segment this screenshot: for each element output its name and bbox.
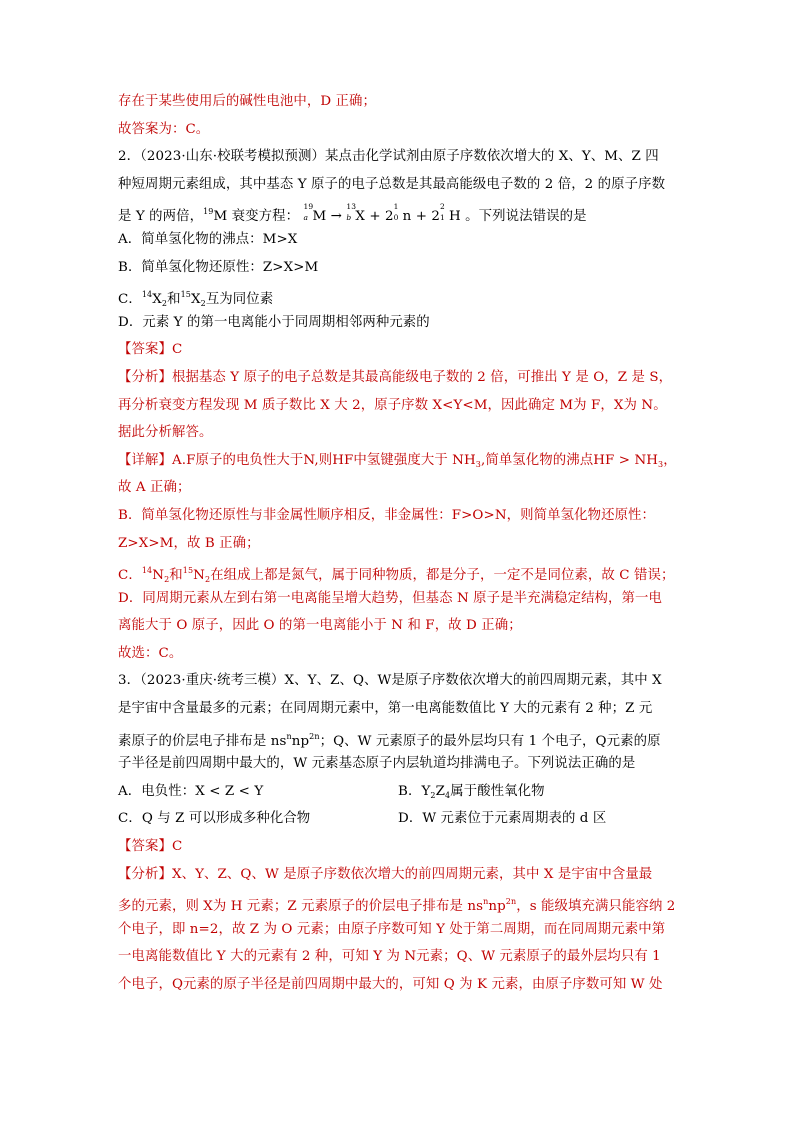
superscript: 2n: [505, 897, 517, 907]
q2-text: 是 Y 的两倍，: [118, 209, 204, 225]
q2-analysis: 据此分析解答。: [118, 425, 213, 441]
superscript: n: [483, 897, 489, 907]
nuclide-n-index: 1 0: [393, 202, 399, 223]
mass-number: 15: [180, 290, 191, 300]
q3-options-row: [118, 778, 683, 806]
q3-stem-line: 是宇宙中含量最多的元素；在同周期元素中，第一电离能数值比 Y 大的元素有 2 种；Z 元: [118, 701, 653, 717]
subscript: 2: [164, 575, 170, 585]
q3-text: 素原子的价层电子排布是 ns: [118, 733, 287, 749]
q2-option-b: B．简单氢化物还原性：Z>X>M: [118, 259, 319, 275]
subscript: 3: [658, 459, 664, 469]
q2-detail: [118, 447, 683, 475]
symbol-m: M: [312, 209, 327, 225]
subscript: 2: [204, 575, 211, 585]
q2-stem-line: 种短周期元素组成，其中基态 Y 原子的电子总数是其最高能级电子数的 2 倍，2 的原子序数: [118, 176, 666, 192]
mass-number: 14: [141, 566, 153, 576]
q3-stem-line: 子半径是前四周期中最大的，W 元素基态原子内层轨道均排满电子。下列说法正确的是: [118, 756, 636, 772]
subscript: 2: [161, 299, 168, 309]
q2-stem-equation-line: [118, 198, 683, 226]
analysis-text: ，s 能级填充满只能容纳 2: [516, 899, 676, 915]
superscript: n: [286, 731, 292, 741]
q2-detail: Z>X>M，故 B 正确；: [118, 535, 260, 551]
q2-text: M 衰变方程：: [213, 209, 300, 225]
q3-stem-line: 3．（2023·重庆·统考三模）X、Y、Z、Q、W是原子序数依次增大的前四周期元素，其中 X: [118, 673, 662, 689]
analysis-text: 多的元素，则 X为 H 元素；Z 元素原子的价层电子排布是 ns: [118, 899, 484, 915]
symbol-n: N: [193, 568, 205, 584]
detail-text: ,简单氢化物的沸点HF > NH: [480, 452, 659, 468]
q2-option-c: [118, 281, 683, 309]
q3-option-b: [398, 778, 545, 806]
arrow: →: [330, 209, 342, 225]
q2-detail: D．同周期元素从左到右第一电离能呈增大趋势，但基态 N 原子是半充满稳定结构，第一电: [118, 590, 663, 606]
q3-option-d: D．W 元素位于元素周期表的 d 区: [398, 811, 607, 827]
detail-text: 在组成上都是氮气，属于同种物质，都是分子，一定不是同位素，故 C 错误；: [210, 568, 675, 584]
q3-stem-line: [118, 723, 683, 751]
q3-answer: 【答案】C: [118, 839, 183, 855]
q3-option-a: A．电负性：X < Z < Y: [118, 783, 264, 799]
subscript: 3: [475, 459, 481, 469]
nuclide-h-index: 2 1: [440, 202, 445, 223]
q3-text: ；Q、W 元素原子的最外层均只有 1 个电子，Q元素的原: [319, 733, 661, 749]
nuclide-m-index: 19 a: [303, 202, 314, 223]
symbol-n: N: [152, 568, 165, 584]
q3-option-c: C．Q 与 Z 可以形成多种化合物: [118, 811, 311, 827]
option-text: 属于酸性氧化物: [450, 783, 545, 799]
q2-detail: 故 A 正确；: [118, 480, 191, 496]
q2-detail: B．简单氢化物还原性与非金属性顺序相反，非金属性：F>O>N，则简单氢化物还原性：: [118, 507, 656, 523]
nuclide-x-index: 13 b: [346, 202, 357, 223]
detail-text: ，: [663, 452, 677, 468]
q3-options-row: [118, 805, 683, 833]
detail-text: C．: [118, 568, 142, 584]
option-text: 互为同位素: [205, 292, 274, 308]
prev-answer-line: 故答案为：C。: [118, 121, 210, 137]
q3-analysis: 【分析】X、Y、Z、Q、W 是原子序数依次增大的前四周期元素，其中 X 是宇宙中含量最: [118, 866, 653, 882]
q2-detail: 离能大于 O 原子，因此 O 的第一电离能小于 N 和 F，故 D 正确；: [118, 618, 522, 634]
symbol-x: X: [355, 209, 365, 225]
q2-analysis: 【分析】根据基态 Y 原子的电子总数是其最高能级电子数的 2 倍，可推出 Y 是 O，Z 是 S，: [118, 369, 673, 385]
subscript: 2: [200, 299, 206, 309]
symbol-n: n: [402, 209, 412, 225]
q2-option-a: A．简单氢化物的沸点：M>X: [118, 231, 298, 247]
q2-analysis: 再分析衰变方程发现 M 质子数比 X 大 2，原子序数 X<Y<M，因此确定 M为 F，X为 N。: [118, 397, 667, 413]
q3-analysis: 个电子，Q元素的原子半径是前四周期中最大的，可知 Q 为 K 元素，由原子序数可知 W 处: [118, 977, 663, 992]
q2-answer: 【答案】C: [118, 342, 183, 358]
document-body: [118, 88, 683, 999]
symbol-y: Y: [421, 783, 431, 799]
conjunction: 和: [169, 568, 183, 584]
q2-stem-line: 2．（2023·山东·校联考模拟预测）某点击化学试剂由原子序数依次增大的 X、Y、M、Z 四: [118, 149, 659, 165]
subscript: 4: [445, 790, 451, 800]
option-label: B．: [398, 783, 422, 799]
q3-text: np: [291, 733, 310, 749]
mass-number: 19: [203, 207, 214, 217]
plus-term: + 2: [415, 209, 441, 225]
q3-analysis: [118, 888, 683, 916]
subscript: 2: [430, 790, 436, 800]
superscript: 2n: [309, 731, 320, 741]
option-label: C．: [118, 292, 142, 308]
analysis-text: np: [488, 899, 506, 915]
symbol-x: X: [152, 292, 162, 308]
q2-detail: [118, 557, 683, 585]
q3-analysis: 个电子，即 n=2，故 Z 为 O 元素；由原子序数可知 Y 处于第二周期，而在同周期元素中第: [118, 921, 666, 937]
detail-text: 【详解】A.F原子的电负性大于N,则HF中氢键强度大于 NH: [118, 452, 476, 468]
q3-analysis: 一电离能数值比 Y 大的元素有 2 种，可知 Y 为 N元素；Q、W 元素原子的最外层均只有 1: [118, 949, 661, 965]
symbol-z: Z: [435, 783, 445, 799]
symbol-h: H: [449, 209, 461, 225]
q2-option-d: D．元素 Y 的第一电离能小于同周期相邻两种元素的: [118, 314, 430, 330]
mass-number: 15: [182, 566, 194, 576]
plus-term: + 2: [369, 209, 394, 225]
q2-text: 。下列说法错误的是: [465, 209, 587, 225]
prev-solution-line: 存在于某些使用后的碱性电池中，D 正确；: [118, 94, 377, 109]
symbol-x: X: [190, 292, 201, 308]
mass-number: 14: [141, 290, 153, 300]
decay-equation: [303, 202, 465, 225]
q2-detail: 故选：C。: [118, 645, 183, 661]
conjunction: 和: [167, 292, 181, 308]
